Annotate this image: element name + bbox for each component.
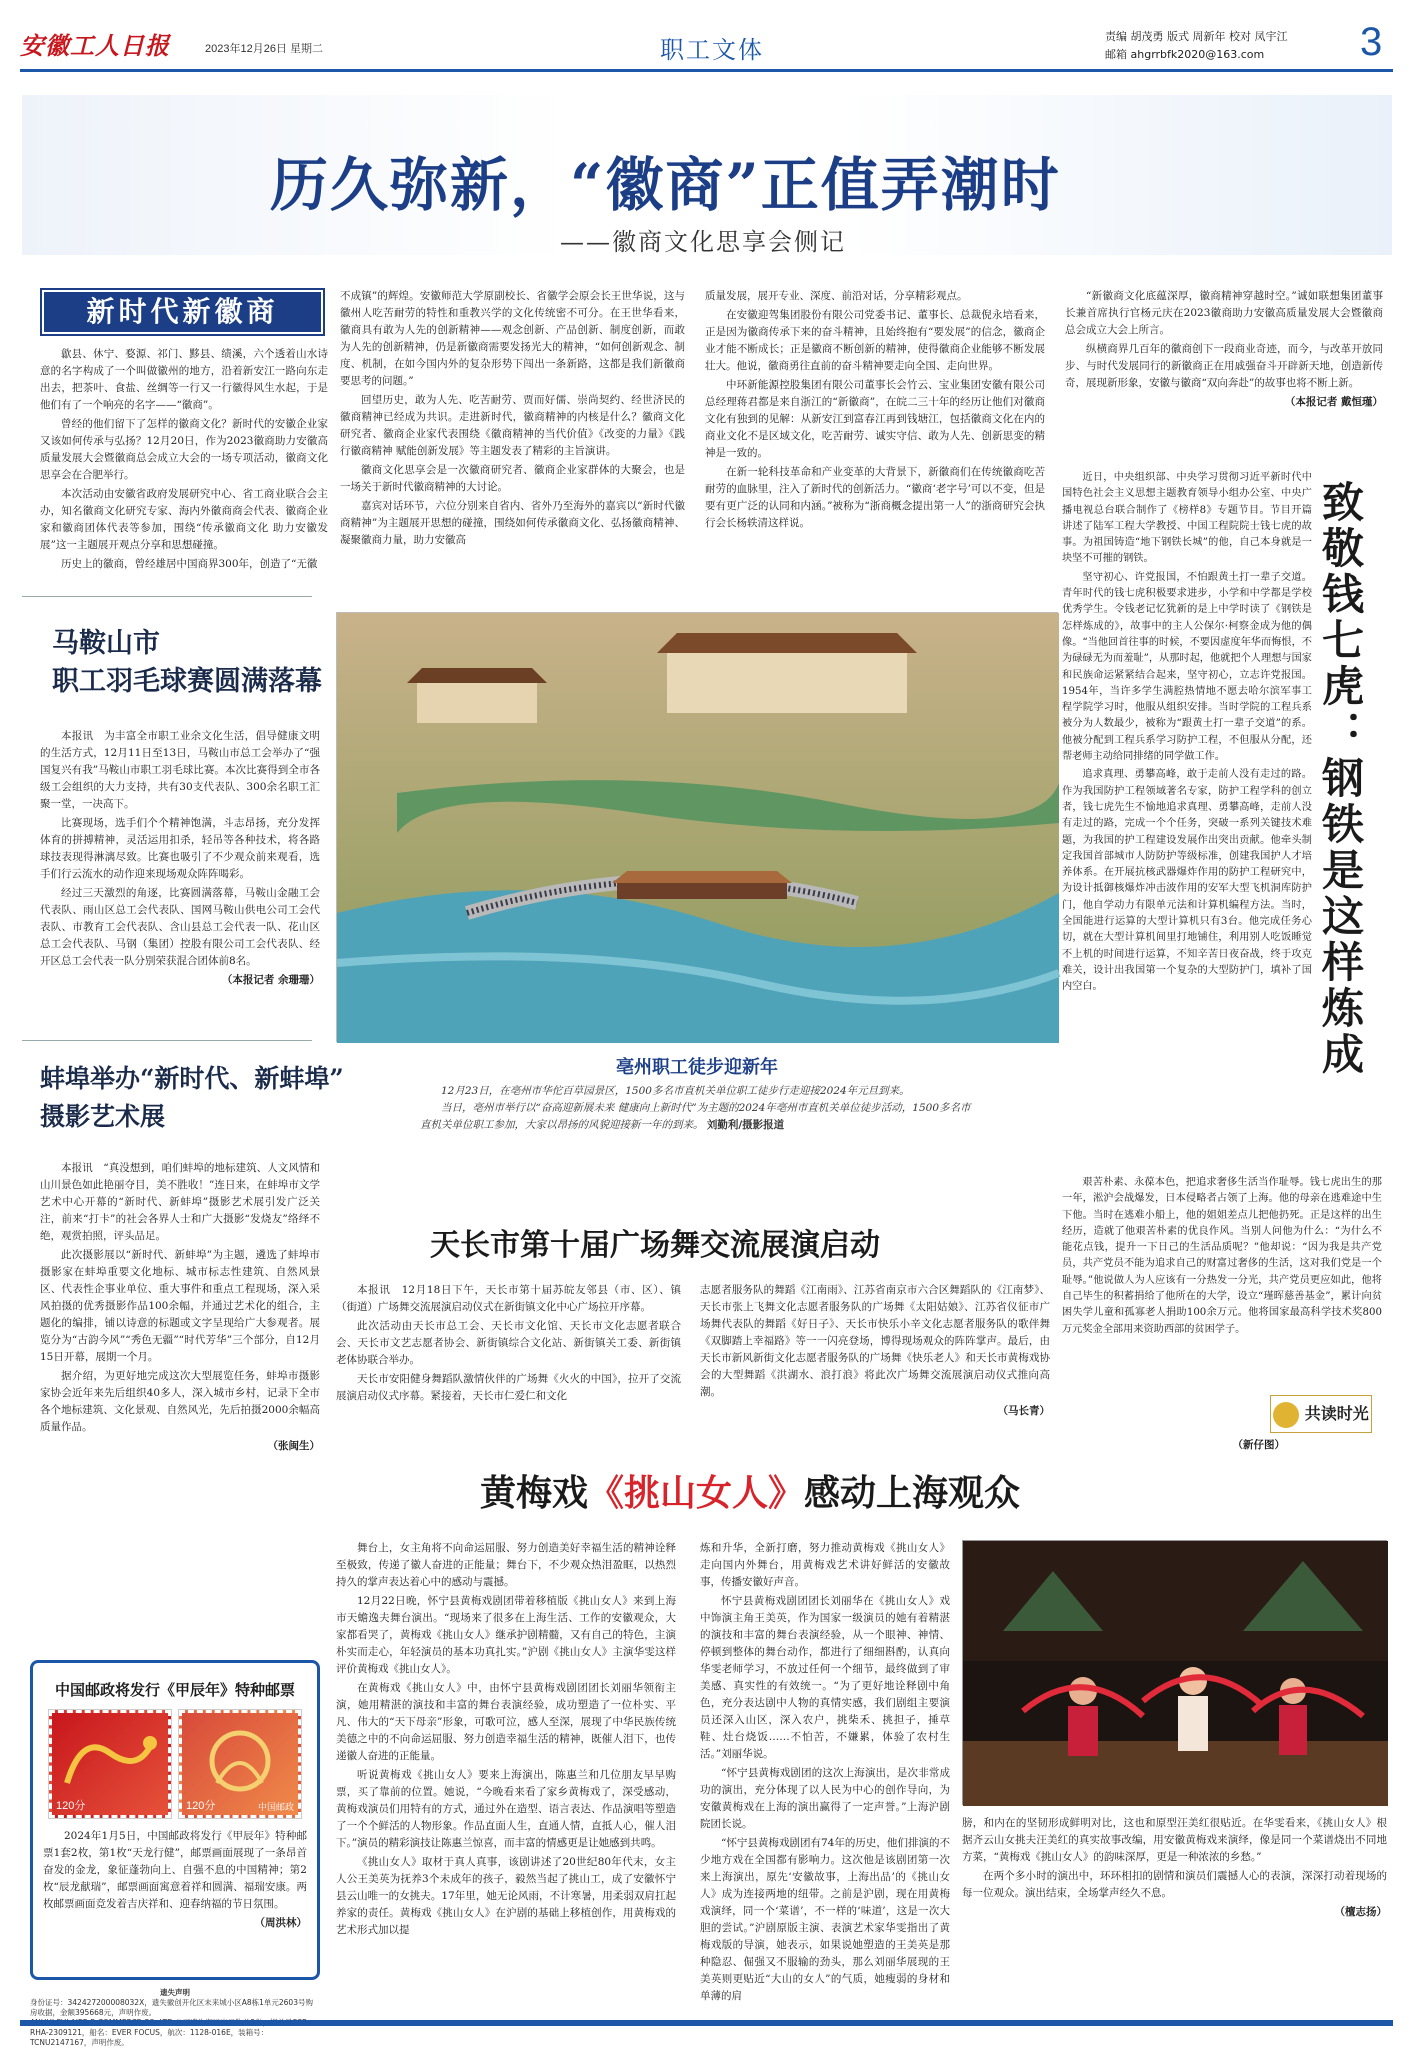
column-tag (40, 288, 325, 336)
paragraph: 历史上的徽商，曾经雄居中国商界300年，创造了“无徽 (61, 558, 318, 570)
stamp-images (43, 1710, 307, 1818)
paragraph: 听说黄梅戏《挑山女人》要来上海演出，陈惠兰和几位朋友早早购票，买了靠前的位置。她说，“今晚看来看了家乡黄梅戏了，深受感动，黄梅戏演员们用特有的方式，通过外在造型、语言表达、作品演唱等塑造了一个个鲜活的人物形象。作品直面人生，直通人情，直抵人心，催人泪下。”演员的精彩演技让陈惠兰惊喜，而丰富的情感更是让她感到共鸣。 (336, 1769, 676, 1849)
page-number: 3 (1360, 20, 1383, 64)
photo-credit: 刘勤利/摄影报道 (706, 1119, 785, 1131)
caption-line: 12月23日，在亳州市华佗百草园景区，1500多名市直机关单位职工徒步行走迎接2024年元旦到来。 (441, 1085, 910, 1097)
caption-text: 当日，亳州市举行以“奋高迎新展未来 健康向上新时代”为主题的2024年亳州市直机关单位徒步活动，1500多名市直机关单位职工参加，大家以昂扬的风貌迎接新一年的到来。 (420, 1102, 971, 1131)
paragraph: 炼和升华，全新打磨，努力推动黄梅戏《挑山女人》走向国内外舞台，用黄梅戏艺术讲好鲜活的安徽故事，传播安徽好声音。 (700, 1542, 950, 1588)
paragraph: 曾经的他们留下了怎样的徽商文化？新时代的安徽企业家又该如何传承与弘扬？12月20日，作为2023徽商助力安徽高质量发展大会暨徽商总会成立大会的一场专项活动，徽商文化思享会在合肥举行。 (40, 418, 328, 481)
paragraph: “怀宁县黄梅戏剧团有74年的历史，他们排演的不少地方戏在全国都有影响力。这次他是该剧团第一次来上海演出，原先‘安徽故事，上海出品’的《挑山女人》成为连接两地的纽带。之前是沪剧，现在用黄梅戏演绎，同一个‘菜谱’，不一样的‘味道’，这是一次大胆的尝试。”沪剧原版主演、表演艺术家华雯指出了黄梅戏版的导演，她表示，如果说她塑造的王美英是那种隐忍、倔强又不服输的劲头，那么刘丽华展现的王美英则更贴近“大山的女人”的气质，她瘦弱的身材和单薄的肩 (700, 1837, 950, 2002)
byline: （本报记者 戴恒瑾） (1284, 396, 1383, 408)
paragraph: 此次活动由天长市总工会、天长市文化馆、天长市文化志愿者联合会、天长市文艺志愿者协会、新街镇综合文化站、新街镇关工委、新街镇老体协联合举办。 (336, 1320, 681, 1366)
paragraph: 徽商文化思享会是一次徽商研究者、徽商企业家群体的大聚会，也是一场关于新时代徽商精神的大讨论。 (340, 464, 685, 493)
paragraph: 膀，和内在的坚韧形成鲜明对比，这也和原型汪美红很贴近。在华雯看来，《挑山女人》根据齐云山女挑夫汪美红的真实故事改编，用安徽黄梅戏来演绎，像是同一个菜谱烧出不同地方菜，“黄梅戏《挑山女人》的韵味深厚，更是一种浓浓的乡愁。” (962, 1817, 1387, 1863)
stamp-face-value: 120分 (56, 1800, 86, 1812)
colophon (30, 1988, 320, 2048)
lead-subheadline: ——徽商文化思享会侧记 (560, 228, 846, 256)
byline: （檀志扬） (1334, 1906, 1387, 1918)
paragraph: 质量发展，展开专业、深度、前沿对话，分享精彩观点。 (705, 290, 968, 302)
section-title: 职工文体 (660, 36, 764, 64)
tianchang-column-1 (336, 1282, 681, 1407)
tianchang-column-2 (700, 1282, 1050, 1420)
paragraph: 怀宁县黄梅戏剧团团长刘丽华在《挑山女人》戏中饰演主角王美英，作为国家一级演员的她有着精湛的演技和丰富的舞台表演经验，从一个眼神、神情、停顿到整体的舞台动作，都进行了细细斟酌，认真向华雯老师学习，不放过任何一个细节，最终做到了审美感、真实性的有效统一。“为了更好地诠释剧中角色，充分表达剧中人物的真情实感，我们剧组主要演员还深入山区，深入农户，挑柴禾、挑担子，捶草鞋、灶台烧饭……不怕苦，不嫌累，体验了农村生活。”刘丽华说。 (700, 1595, 950, 1760)
headline-line: 马鞍山市 (52, 628, 160, 659)
masthead (20, 22, 1393, 72)
maanshan-body (40, 728, 320, 989)
paragraph: 本报讯 为丰富全市职工业余文化生活，倡导健康文明的生活方式，12月11日至13日，马鞍山市总工会举办了“强国复兴有我”马鞍山市职工羽毛球比赛。本次比赛得到全市各级工会组织的大力支持，共有30支代表队、300余名职工汇聚一堂，一决高下。 (40, 730, 320, 810)
paragraph: 本次活动由安徽省政府发展研究中心、省工商业联合会主办，知名徽商文化研究专家、海内外徽商商会代表、徽商企业家和徽商团体代表等参加，围绕“传承徽商文化 助力安徽发展”这一主题展开观点分享和思想碰撞。 (40, 488, 328, 551)
colophon-line: RHA-2309121，船名：EVER FOCUS，航次：1128-016E，装箱号：TCNU2147167，声明作废。 (30, 2028, 269, 2047)
main-photo (336, 612, 1058, 1042)
paragraph: 12月22日晚，怀宁县黄梅戏剧团带着移植版《挑山女人》来到上海市天蟾逸夫舞台演出。“现场来了很多在上海生活、工作的安徽观众，大家都看哭了，黄梅戏《挑山女人》继承护剧精髓，又有自己的特色，主演朴实而走心，年轻演员的基本功真扎实。”沪剧《挑山女人》主演华雯这样评价黄梅戏《挑山女人》。 (336, 1595, 676, 1675)
paragraph: 志愿者服务队的舞蹈《江南雨》、江苏省南京市六合区舞蹈队的《江南梦》、天长市张上飞舞文化志愿者服务队的广场舞《太阳姑娘》、江苏省仪征市广场舞代表队的舞蹈《好日子》、天长市快乐小辛文化志愿者服务队的歌伴舞《双脚踏上幸福路》等一一闪亮登场，博得现场观众的阵阵掌声。最后，由天长市新风新街文化志愿者服务队的广场舞《快乐老人》和天长市黄梅戏协会的大型舞蹈《洪湖水、浪打浪》将此次广场舞交流展演启动仪式推向高潮。 (700, 1284, 1050, 1398)
paragraph: 天长市安阳健身舞蹈队激情伙伴的广场舞《火火的中国》，拉开了交流展演启动仪式序幕。紧接着，天长市仁爱仁和文化 (336, 1373, 681, 1402)
headline-line: 摄影艺术展 (40, 1102, 166, 1131)
paragraph: 中环新能源控股集团有限公司董事长会竹云、宝业集团安徽有限公司总经理蒋君都是来自浙江的“新徽商”，在皖二三十年的经历让他们对徽商文化有独到的见解：从新安江到富春江再到钱塘江，包括徽商文化在内的商业文化不是区域文化，吃苦耐劳、诚实守信、敢为人先、创新思变的精神是一致的。 (705, 379, 1045, 459)
paragraph: 纵横商界几百年的徽商创下一段商业奇迹，而今，与改革开放同步、与时代发展同行的新徽商正在用戚强奋斗开辟新天地，创造新传奇，展现新形象，安徽与徽商“双向奔赴”的故事也将不断上新。 (1065, 343, 1383, 389)
byline: （本报记者 余珊珊） (221, 974, 320, 986)
bengbu-headline (40, 1060, 344, 1136)
divider (22, 596, 312, 597)
paragraph: 在安徽迎驾集团股份有限公司党委书记、董事长、总裁倪永培看来，正是因为徽商传承下来的奋斗精神，且始终抱有“要发展”的信念，徽商企业才能不断成长；正是徽商不断创新的精神，使得徽商企业能够不断发展壮大。他说，徽商勇往直前的奋斗精神要走向全国、走向世界。 (705, 309, 1045, 372)
huangmei-headline (480, 1465, 1020, 1516)
stage-performance-photo (963, 1541, 1388, 1806)
paragraph: “怀宁县黄梅戏剧团的这次上海演出，是次非常成功的演出，充分体现了以人民为中心的创作导向，为安徽黄梅戏在上海的演出赢得了一定声誉。”上海沪剧院团长说。 (700, 1767, 950, 1830)
headline-line: 职工羽毛球赛圆满落幕 (52, 666, 322, 697)
paragraph: 艰苦朴素、永葆本色，把追求奢侈生活当作耻辱。钱七虎出生的那一年，淞沪会战爆发，日本侵略者占领了上海。他的母亲在逃难途中生下他。当时在逃难小船上，他的姐姐差点儿把他扔死。正是这样的出生经历，造就了他艰苦朴素的优良作风。当别人问他为什么：“为什么不能花点钱，提升一下日己的生活品质呢？”他却说：“因为我是共产党员，共产党员不能为追求自己的财富过奢侈的生活，这对我们党是一个耻辱。”他说做人为人应该有一分热发一分光，共产党员更应如此，他将自己毕生的积蓄捐给了他所在的大学，设立“瑾晖慈善基金”，累计向贫困失学儿童和孤寡老人捐助100余万元。他将国家最高科学技术奖800万元奖金全部用来资助西部的贫困学子。 (1062, 1177, 1382, 1335)
paragraph: 坚守初心、许党报国，不怕跟黄土打一辈子交道。青年时代的钱七虎积极要求进步，小学和中学都是学校优秀学生。令钱老记忆犹新的是上中学时读了《钢铁是怎样炼成的》，故事中的主人公保尔·柯察金成为他的偶像。“当他回首往事的时候，不要因虚度年华而悔恨，不为碌碌无为而羞耻”，从那时起，他就把个人理想与国家和民族命运紧紧结合起来，坚守初心，立志许党报国。1954年，当许多学生满腔热情地不愿去哈尔滨军事工程学院学习时，他服从组织安排。当时学院的工程兵系被分为人数最少，被称为“跟黄土打一辈子交道”的系。他被分配到工程兵系学习防护工程，不但服从分配，还帮老师主动给同排绪的同学做工作。 (1062, 571, 1312, 763)
photo-caption (420, 1083, 980, 1134)
paragraph: 比赛现场，选手们个个精神饱满，斗志昂扬，充分发挥体育的拼搏精神，灵活运用扣杀，轻吊等各种技术，将各路球技表现得淋漓尽致。比赛也吸引了不少观众前来观看，选手们行云流水的动作迎来现场观众阵阵喝彩。 (40, 817, 320, 880)
paragraph: 回望历史，敢为人先、吃苦耐劳、贾而好儒、崇尚契约、经世济民的徽商精神已经成为共识。走进新时代，徽商精神的内核是什么？徽商文化研究者、徽商企业家代表围绕《徽商精神的当代价值》《改变的力量》《践行徽商精神 赋能创新发展》等主题发表了精彩的主旨演讲。 (340, 394, 685, 457)
maanshan-headline (52, 625, 322, 701)
qianqihu-body-cont (1062, 1175, 1382, 1430)
stamp-dragon-red (49, 1710, 171, 1818)
paragraph: 本报讯 12月18日下午，天长市第十届苏皖友邻县（市、区）、镇（街道）广场舞交流展演启动仪式在新街镇文化中心广场拉开序幕。 (336, 1284, 681, 1313)
paragraph: 此次摄影展以“新时代、新蚌埠”为主题，遴选了蚌埠市摄影家在蚌埠重要文化地标、城市标志性建筑、自然风景区、代表性企事业单位、重大事件和重点工程现场，深入采风拍摄的优秀摄影作品100余幅，并通过艺术化的组合，主题化的编排，铺以诗意的标题或文字呈现给广大参观者。展览分为“古韵今风”“秀色无疆”“时代芳华”三个部分，自12月15日开幕，展期一个月。 (40, 1249, 320, 1363)
lead-column-4 (1065, 288, 1383, 411)
lead-column-1 (40, 346, 328, 575)
paragraph: 2024年1月5日，中国邮政将发行《甲辰年》特种邮票1套2枚，第1枚“天龙行健”，邮票画面展现了一条昂首奋发的金龙，象征蓬勃向上、自强不息的中国精神；第2枚“辰龙献瑞”，邮票画面寓意着祥和圆满、福瑞安康。两枚邮票画面竞发着吉庆祥和、迎春纳福的节日氛围。 (43, 1830, 307, 1910)
stamp-article (30, 1660, 320, 1980)
byline: （新仔图） (1232, 1439, 1285, 1451)
headline-line: 蚌埠举办“新时代、新蚌埠” (40, 1064, 344, 1093)
paragraph: 本报讯 “真没想到，咱们蚌埠的地标建筑、人文风情和山川景色如此艳丽夺目，美不胜收！”连日来，在蚌埠市文学艺术中心开幕的“新时代、新蚌埠”摄影艺术展引发广泛关注，前来“打卡”的社会各界人士和广大摄影“发烧友”络绎不绝，观赏拍照，评头品足。 (40, 1162, 320, 1242)
qianqihu-body (1062, 470, 1312, 998)
paragraph: 经过三天激烈的角逐，比赛圆满落幕，马鞍山金融工会代表队、雨山区总工会代表队、国网马鞍山供电公司工会代表队、市教育工会代表队、含山县总工会代表一队、花山区总工会代表队、马钢（集团）控股有限公司工会代表队、经开区总工会代表一队分别荣获混合团体前8名。 (40, 887, 320, 967)
paragraph: 在新一轮科技革命和产业变革的大背景下，新徽商们在传统徽商吃苦耐劳的血脉里，注入了新时代的创新活力。“徽商‘老字号’可以不变，但是要有更广泛的认同和内涵。”被称为“浙商概念提出第一人”的浙商研究会执行会长杨轶清这样说。 (705, 466, 1045, 529)
byline: （周洪林） (254, 1917, 307, 1929)
bottom-rule (20, 2020, 1393, 2026)
byline: （张闽生） (267, 1440, 320, 1452)
colophon-title: 遗失声明 (160, 1988, 190, 1997)
lead-column-2 (340, 288, 685, 551)
byline: （马长青） (997, 1405, 1050, 1417)
park-aerial-photo (337, 613, 1059, 1043)
headline-part: 感动上海观众 (804, 1472, 1021, 1514)
paragraph: “新徽商文化底蕴深厚，徽商精神穿越时空。”诚如联想集团董事长兼首席执行官杨元庆在2023徽商助力安徽高质量发展大会暨徽商总会成立大会上所言。 (1065, 290, 1383, 336)
column-mark (1270, 1395, 1372, 1433)
paragraph: 歙县、休宁、婺源、祁门、黟县、绩溪，六个透着山水诗意的名字构成了一个叫做徽州的地方，沿着新安江一路向东走出去，把茶叶、食盐、丝绸等一行又一行徽得风生水起，于是他们有了一个响亮的名字——“徽商”。 (40, 348, 328, 411)
paragraph: 不成镇”的辉煌。安徽师范大学原副校长、省徽学会原会长王世华说，这与徽州人吃苦耐劳的特性和重教兴学的文化传统密不可分。在王世华看来，徽商具有敢为人先的创新精神——观念创新、产品创新、制度创新，而敢为人先的创新精神，仍是新徽商需要发扬光大的精神，“如何创新观念、制度、机制，在如今国内外的复杂形势下闯出一条新路，这都是我们新徽商要思考的问题。” (340, 290, 685, 387)
column-tag-label: 新时代新徽商 (44, 292, 321, 332)
paragraph: 追求真理、勇攀高峰，敢于走前人没有走过的路。作为我国防护工程领域著名专家，防护工程学科的创立者，钱七虎先生不愉地追求真理、勇攀高峰，走前人没有走过的路，完成一个个任务，突破一系列关键技术难题，为我国的护工程建设发展作出突出贡献。他牵头制定我国首部城市人防防护等级标准，创建我国护人才培养体系。在开展抗核武器爆炸作用的防护工程研究中，为设计抵御核爆炸冲击波作用的安军大型飞机洞库防护门，他自学动力有限单元法和计算机编程方法。当时，全国能进行运算的大型计算机只有3台。他完成任务心切，就在大型计算机间里打地铺住，利用别人吃饭睡觉不上机的时间进行运算，不知辛苦日夜奋战，终于攻克难关，设计出我国第一个复杂的大型防护门，填补了国内空白。 (1062, 769, 1312, 993)
paragraph: 据介绍，为更好地完成这次大型展览任务，蚌埠市摄影家协会近年来先后组织40多人，深入城市乡村，记录下全市各个地标建筑、文化景观、自然风光，先后拍摄2000余幅高质量作品。 (40, 1370, 320, 1433)
issue-date: 2023年12月26日 星期二 (205, 43, 323, 55)
paragraph: 嘉宾对话环节，六位分别来自省内、省外乃至海外的嘉宾以“新时代徽商精神”为主题展开思想的碰撞，围绕如何传承徽商文化、弘扬徽商精神、凝聚徽商力量，助力安徽高 (340, 500, 685, 546)
newspaper-logo: 安徽工人日报 (20, 31, 170, 60)
qianqihu-headline: 致敬钱七虎：钢铁是这样炼成 (1316, 480, 1365, 1078)
bengbu-body (40, 1160, 320, 1455)
reading-icon (1273, 1402, 1299, 1428)
lead-column-3 (705, 288, 1045, 534)
tianchang-headline: 天长市第十届广场舞交流展演启动 (430, 1228, 880, 1263)
paragraph: 近日，中央组织部、中央学习贯彻习近平新时代中国特色社会主义思想主题教育领导小组办公室、中央广播电视总台联合制作了《榜样8》专题节目。节目开篇讲述了陆军工程大学教授、中国工程院院士钱七虎的故事。为祖国铸造“地下钢铁长城”的他，自己本身就是一块坚不可摧的钢铁。 (1062, 472, 1312, 565)
headline-play-title: 《挑山女人》 (588, 1472, 805, 1514)
stamp-label: 中国邮政 (257, 1803, 294, 1813)
stamp-headline: 中国邮政将发行《甲辰年》特种邮票 (54, 1681, 295, 1699)
paragraph: 在两个多小时的演出中，环环相扣的剧情和演员们震撼人心的表演，深深打动着现场的每一位观众。演出结束，全场掌声经久不息。 (962, 1870, 1387, 1899)
colophon-line: 身份证号：342427200008032X，遗失徽创开化区未来城小区A8栋1单元2603号购房收据，金额395668元，声明作废。 (30, 1998, 313, 2017)
caption-line (420, 1100, 980, 1134)
lead-headline: 历久弥新，“徽商”正值弄潮时 (270, 151, 1061, 219)
column-mark-label: 共读时光 (1304, 1404, 1369, 1423)
photo-caption-title: 亳州职工徒步迎新年 (616, 1057, 778, 1078)
stamp-face-value: 120分 (186, 1800, 216, 1812)
stamp-body (43, 1828, 307, 1932)
staff-email: 邮箱 ahgrrbfk2020@163.com (1105, 48, 1265, 61)
divider (22, 1040, 312, 1041)
huangmei-column-1 (336, 1540, 676, 1941)
paragraph: 舞台上，女主角将不向命运屈服、努力创造美好幸福生活的精神诠释至极致，传递了徽人奋进的正能量；舞台下，不少观众热泪盈眶，以热烈持久的掌声表达着心中的感动与震撼。 (336, 1542, 676, 1588)
huangmei-column-3 (962, 1815, 1387, 1921)
staff-info (1105, 28, 1365, 64)
opera-photo (962, 1540, 1387, 1805)
stamp-dragon-orange (179, 1710, 301, 1818)
paragraph: 《挑山女人》取材于真人真事，该剧讲述了20世纪80年代末，女主人公王美英为抚养3个未成年的孩子，毅然当起了挑山工，成了安徽怀宁县云山唯一的女挑夫。17年里，她无论风雨，不计寒暑，用柔弱双肩扛起养家的责任。黄梅戏《挑山女人》在沪剧的基础上移植创作，用黄梅戏的艺术形式加以提 (336, 1856, 676, 1936)
staff-editors: 责编 胡茂勇 版式 周新年 校对 凤宇江 (1105, 30, 1288, 43)
huangmei-column-2 (700, 1540, 950, 2015)
headline-part: 黄梅戏 (480, 1472, 589, 1514)
paragraph: 在黄梅戏《挑山女人》中，由怀宁县黄梅戏剧团团长刘丽华领衔主演，她用精湛的演技和丰富的舞台表演经验，成功塑造了一位朴实、平凡、伟大的“天下母亲”形象，可歌可泣，感人至深，展现了中华民族传统美德之中的不向命运屈服、努力创造幸福生活的精神，既催人泪下，也传递徽人奋进的正能量。 (336, 1682, 676, 1762)
